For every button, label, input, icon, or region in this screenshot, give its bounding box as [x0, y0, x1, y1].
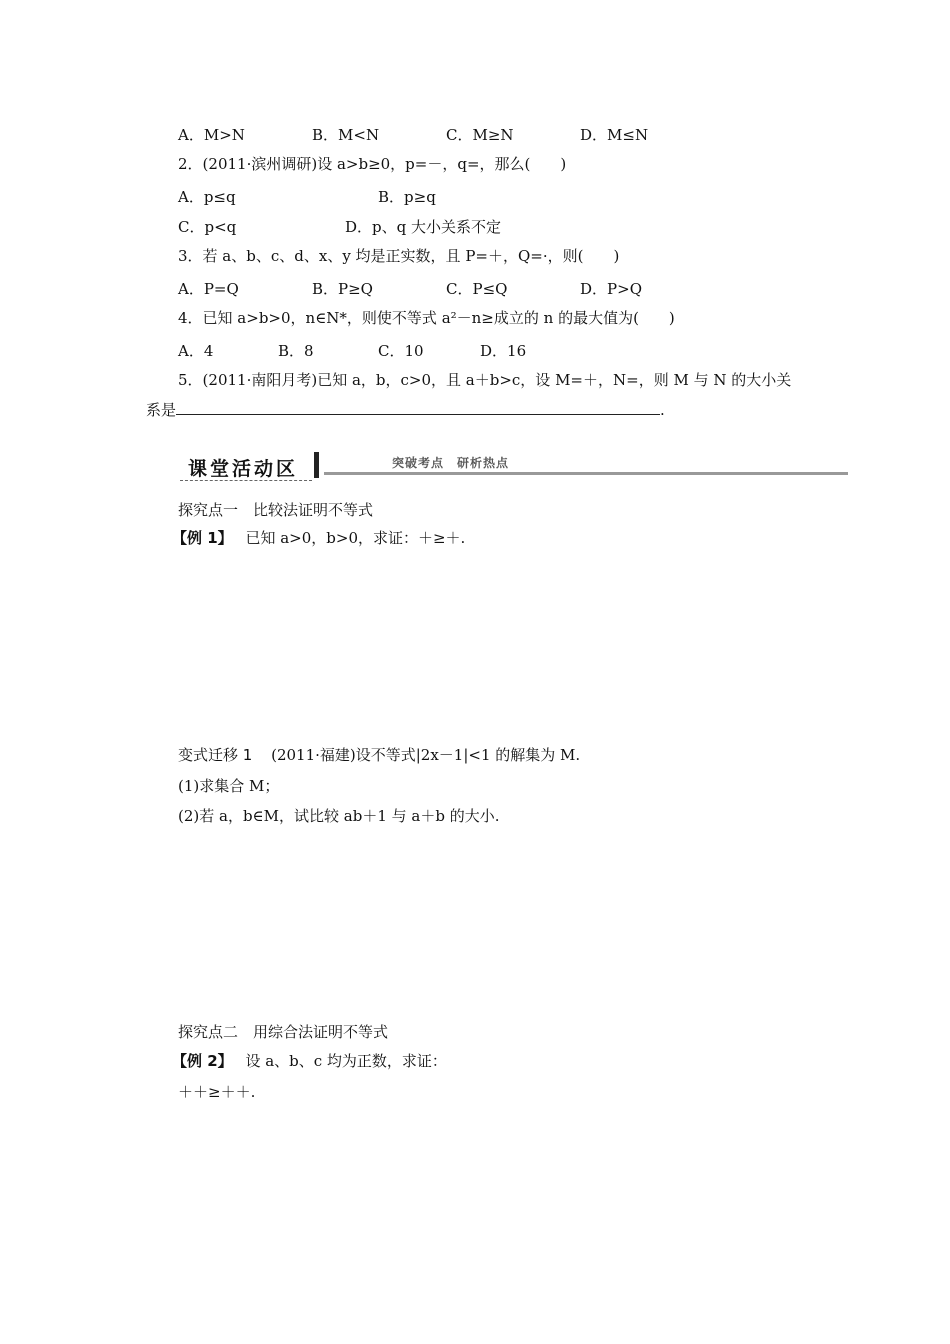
example1 [172, 528, 465, 548]
q5-stem-continued [146, 400, 665, 420]
example2 [172, 1051, 447, 1071]
q3-option-c: C．P≤Q [446, 280, 508, 298]
q5-stem: 5．(2011·南阳月考)已知 a，b，c>0，且 a＋b>c，设 M=＋，N=，则 M 与 N 的大小关 [178, 371, 792, 389]
example1-label: 【例 1】 [172, 529, 233, 547]
q1-option-a: A．M>N [178, 126, 245, 144]
q5-stem-2: 系是 [146, 401, 177, 419]
variant1-part1: (1)求集合 M； [178, 777, 280, 795]
q3-option-b: B．P≥Q [312, 280, 373, 298]
section-banner [180, 450, 848, 484]
q2-option-d: D．p、q 大小关系不定 [345, 218, 501, 236]
q3-stem: 3．若 a、b、c、d、x、y 均是正实数，且 P=＋，Q=·，则( ) [178, 247, 620, 265]
answer-blank [176, 400, 660, 415]
example2-label: 【例 2】 [172, 1052, 233, 1070]
q4-option-d: D．16 [480, 342, 527, 360]
variant1-line [178, 745, 580, 765]
q2-option-a: A．p≤q [178, 188, 236, 206]
banner-bar [314, 452, 319, 478]
banner-subtitle: 突破考点 研析热点 [392, 456, 510, 470]
q2-stem: 2．(2011·滨州调研)设 a>b≥0，p=－，q=，那么( ) [178, 155, 567, 173]
q2-option-b: B．p≥q [378, 188, 436, 206]
q1-option-b: B．M<N [312, 126, 380, 144]
q3-option-d: D．P>Q [580, 280, 642, 298]
q4-stem: 4．已知 a>b>0，n∈N*，则使不等式 a²－n≥成立的 n 的最大值为( ) [178, 309, 675, 327]
section1-heading: 探究点一 比较法证明不等式 [178, 501, 374, 519]
section2-heading: 探究点二 用综合法证明不等式 [178, 1023, 389, 1041]
example2-text: 设 a、b、c 均为正数，求证： [245, 1052, 447, 1070]
example1-text: 已知 a>0，b>0，求证：＋≥＋. [245, 529, 466, 547]
q1-option-d: D．M≤N [580, 126, 649, 144]
banner-dashed-rule [180, 480, 312, 481]
q1-option-c: C．M≥N [446, 126, 514, 144]
q4-option-c: C．10 [378, 342, 424, 360]
q5-end: . [660, 401, 665, 419]
q4-option-a: A．4 [178, 342, 214, 360]
q4-option-b: B．8 [278, 342, 314, 360]
variant1-text: (2011·福建)设不等式|2x－1|<1 的解集为 M. [271, 746, 581, 764]
variant1-label: 变式迁移 1 [178, 746, 253, 764]
q3-option-a: A．P=Q [178, 280, 239, 298]
banner-rule [324, 472, 848, 475]
variant1-part2: (2)若 a，b∈M，试比较 ab＋1 与 a＋b 的大小. [178, 807, 500, 825]
banner-title: 课堂活动区 [188, 458, 299, 480]
q2-option-c: C．p<q [178, 218, 237, 236]
example2-formula: ＋＋≥＋＋. [178, 1083, 256, 1101]
